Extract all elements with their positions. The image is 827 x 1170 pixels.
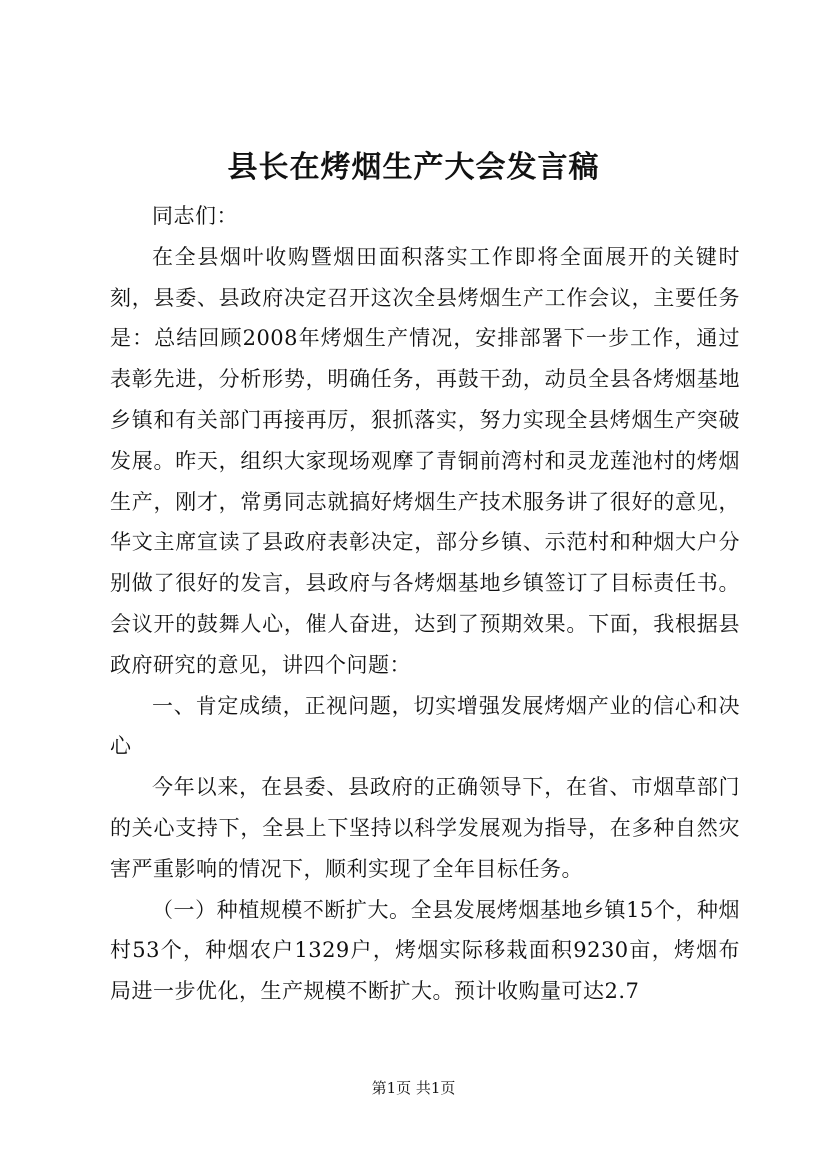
salutation: 同志们： bbox=[152, 204, 238, 228]
paragraph-intro: 在全县烟叶收购暨烟田面积落实工作即将全面展开的关键时刻，县委、县政府决定召开这次全县烤烟生产工作会议，主要任务是：总结回顾2008年烤烟生产情况，安排部署下一步工作，通过表彰先进，分析形势，明确任务，再鼓干劲，动员全县各烤烟基地乡镇和有关部门再接再厉，狠抓落实，努力实现全县烤烟生产突破发展。昨天，组织大家现场观摩了青铜前湾村和灵龙莲池村的烤烟生产，刚才，常勇同志就搞好烤烟生产技术服务讲了很好的意见，华文主席宣读了县政府表彰决定，部分乡镇、示范村和种烟大户分别做了很好的发言，县政府与各烤烟基地乡镇签订了目标责任书。会议开的鼓舞人心，催人奋进，达到了预期效果。下面，我根据县政府研究的意见，讲四个问题： bbox=[110, 244, 740, 677]
paragraph-planting-scale: （一）种植规模不断扩大。全县发展烤烟基地乡镇15个，种烟村53个，种烟农户1329户，烤烟实际移栽面积9230亩，烤烟布局进一步优化，生产规模不断扩大。预计收购量可达2.7 bbox=[110, 897, 740, 1004]
document-body bbox=[110, 196, 740, 1012]
section-heading-1: 一、肯定成绩，正视问题，切实增强发展烤烟产业的信心和决心 bbox=[110, 693, 740, 759]
paragraph-summary: 今年以来，在县委、县政府的正确领导下，在省、市烟草部门的关心支持下，全县上下坚持以科学发展观为指导，在多种自然灾害严重影响的情况下，顺利实现了全年目标任务。 bbox=[110, 775, 740, 881]
document-title: 县长在烤烟生产大会发言稿 bbox=[227, 150, 600, 185]
page-footer: 第1页 共1页 bbox=[371, 1079, 456, 1097]
